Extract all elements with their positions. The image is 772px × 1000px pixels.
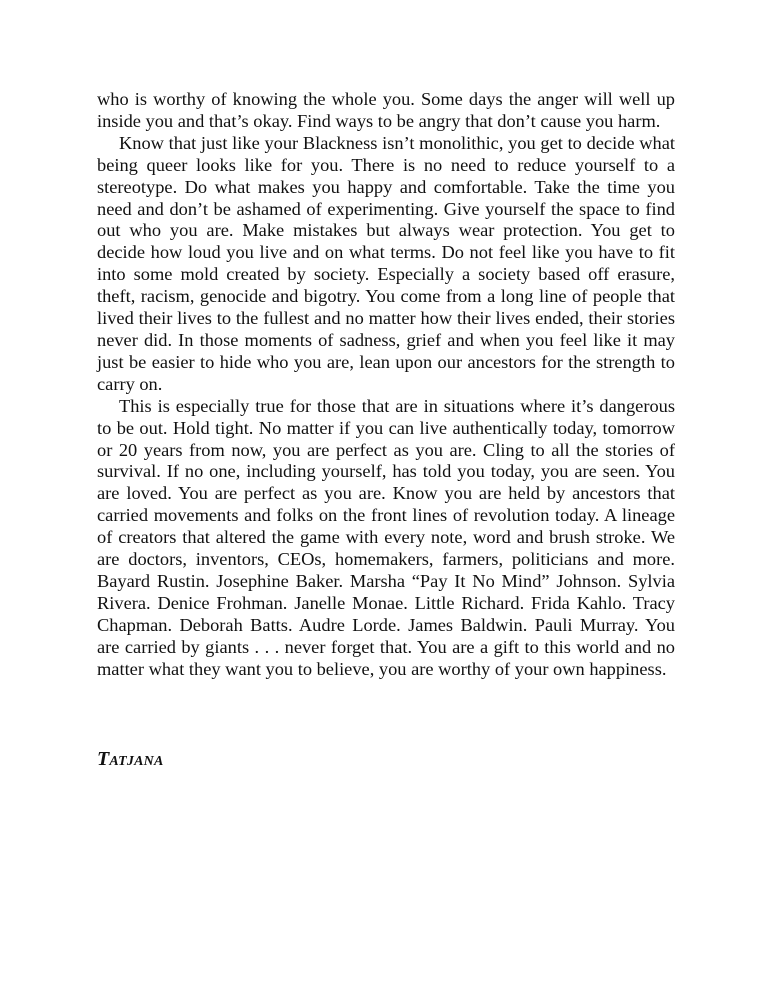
paragraph-continuation: who is worthy of knowing the whole you. Some days the anger will well up inside you and that’s okay. Find ways to be angry that don’t cause you harm. <box>97 89 675 131</box>
body-text <box>97 89 675 680</box>
paragraph-queer-identity: Know that just like your Blackness isn’t monolithic, you get to decide what being queer looks like for you. There is no need to reduce yourself to a stereotype. Do what makes you happy and comfortable. Take the time you need and don’t be ashamed of experimenting. Give yourself the space to find out who you are. Make mistakes but always wear protection. You get to decide how loud you live and on what terms. Do not feel like you have to fit into some mold created by society. Especially a society based off erasure, theft, racism, genocide and bigotry. You come from a long line of people that lived their lives to the fullest and no matter how their lives ended, their stories never did. In those moments of sadness, grief and when you feel like it may just be easier to hide who you are, lean upon our ancestors for the strength to carry on. <box>97 132 675 394</box>
paragraph-ancestors: This is especially true for those that are in situations where it’s dangerous to be out. Hold tight. No matter if you can live authentically today, tomorrow or 20 years from now, you are perfect as you are. Cling to all the stories of survival. If no one, including yourself, has told you today, you are seen. You are loved. You are perfect as you are. Know you are held by ancestors that carried movements and folks on the front lines of revolution today. A lineage of creators that altered the game with every note, word and brush stroke. We are doctors, inventors, CEOs, homemakers, farmers, politicians and more. Bayard Rustin. Josephine Baker. Marsha “Pay It No Mind” Johnson. Sylvia Rivera. Denice Frohman. Janelle Monae. Little Richard. Frida Kahlo. Tracy Chapman. Deborah Batts. Audre Lorde. James Baldwin. Pauli Murray. You are carried by giants . . . never forget that. You are a gift to this world and no matter what they want you to believe, you are worthy of your own happiness. <box>97 395 675 679</box>
author-signature: Tatjana <box>97 748 164 770</box>
